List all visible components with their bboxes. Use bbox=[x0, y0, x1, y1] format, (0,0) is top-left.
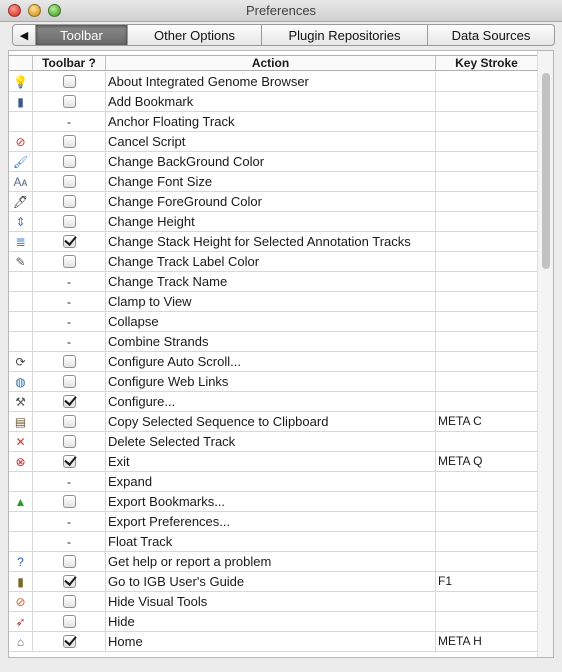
toolbar-checkbox[interactable] bbox=[63, 255, 76, 268]
hide-tools-icon: ⊘ bbox=[15, 594, 26, 609]
key-stroke-cell[interactable] bbox=[436, 92, 537, 111]
not-available-dash: - bbox=[67, 534, 71, 549]
key-stroke-cell[interactable] bbox=[436, 532, 537, 551]
row-icon-cell bbox=[9, 592, 33, 611]
table-row[interactable] bbox=[9, 192, 537, 212]
key-stroke-cell[interactable] bbox=[436, 72, 537, 91]
row-icon-cell bbox=[9, 172, 33, 191]
toolbar-cell bbox=[33, 492, 106, 511]
key-stroke-cell[interactable] bbox=[436, 612, 537, 631]
row-icon-cell bbox=[9, 492, 33, 511]
key-stroke-cell[interactable]: META Q bbox=[438, 454, 483, 468]
toolbar-checkbox[interactable] bbox=[63, 455, 76, 468]
key-stroke-cell[interactable] bbox=[436, 132, 537, 151]
not-available-dash: - bbox=[67, 474, 71, 489]
toolbar-cell bbox=[33, 92, 106, 111]
toolbar-checkbox[interactable] bbox=[63, 95, 76, 108]
action-name: Change Font Size bbox=[106, 172, 436, 191]
not-available-dash: - bbox=[67, 314, 71, 329]
toolbar-cell bbox=[33, 472, 106, 491]
row-icon-cell bbox=[9, 572, 33, 591]
table-row[interactable] bbox=[9, 332, 537, 352]
triangle-left-icon: ◀ bbox=[19, 29, 29, 42]
toolbar-checkbox[interactable] bbox=[63, 615, 76, 628]
toolbar-cell bbox=[33, 412, 106, 431]
row-icon-cell bbox=[9, 452, 33, 471]
toolbar-checkbox[interactable] bbox=[63, 495, 76, 508]
action-name: Add Bookmark bbox=[106, 92, 436, 111]
vertical-scrollbar[interactable] bbox=[537, 51, 553, 657]
row-icon-cell bbox=[9, 412, 33, 431]
toolbar-cell bbox=[33, 632, 106, 651]
toolbar-cell bbox=[33, 232, 106, 251]
table-row[interactable] bbox=[9, 372, 537, 392]
toolbar-checkbox[interactable] bbox=[63, 555, 76, 568]
toolbar-checkbox[interactable] bbox=[63, 135, 76, 148]
toolbar-cell bbox=[33, 332, 106, 351]
row-icon-cell bbox=[9, 232, 33, 251]
key-stroke-cell[interactable] bbox=[436, 232, 537, 251]
table-header bbox=[9, 55, 537, 71]
action-name: Exit bbox=[106, 452, 436, 471]
table-body bbox=[9, 72, 537, 652]
label-color-icon: ✎ bbox=[15, 254, 26, 269]
toolbar-cell bbox=[33, 172, 106, 191]
table-row[interactable] bbox=[9, 552, 537, 572]
action-name: Change Height bbox=[106, 212, 436, 231]
toolbar-checkbox[interactable] bbox=[63, 355, 76, 368]
row-icon-cell bbox=[9, 272, 33, 291]
table-row[interactable] bbox=[9, 412, 537, 432]
toolbar-cell bbox=[33, 532, 106, 551]
toolbar-cell bbox=[33, 212, 106, 231]
row-icon-cell bbox=[9, 132, 33, 151]
lightbulb-icon: 💡 bbox=[13, 74, 28, 89]
key-stroke-cell[interactable] bbox=[436, 552, 537, 571]
action-name: Change Track Label Color bbox=[106, 252, 436, 271]
table-row[interactable] bbox=[9, 392, 537, 412]
toolbar-checkbox[interactable] bbox=[63, 195, 76, 208]
key-stroke-cell[interactable] bbox=[436, 272, 537, 291]
action-name: Home bbox=[106, 632, 436, 651]
action-name: Expand bbox=[106, 472, 436, 491]
row-icon-cell bbox=[9, 292, 33, 311]
exit-icon: ⊗ bbox=[15, 454, 26, 469]
row-icon-cell bbox=[9, 432, 33, 451]
toolbar-cell bbox=[33, 352, 106, 371]
key-stroke-cell[interactable] bbox=[436, 392, 537, 411]
row-icon-cell bbox=[9, 612, 33, 631]
action-name: Change Stack Height for Selected Annotation Tracks bbox=[106, 232, 436, 251]
hide-icon: ➶ bbox=[15, 614, 26, 629]
action-column-header[interactable]: Action bbox=[106, 56, 436, 70]
not-available-dash: - bbox=[67, 334, 71, 349]
row-icon-cell bbox=[9, 352, 33, 371]
row-icon-cell bbox=[9, 472, 33, 491]
toolbar-checkbox[interactable] bbox=[63, 375, 76, 388]
key-stroke-cell[interactable]: META H bbox=[438, 634, 482, 648]
table-row[interactable] bbox=[9, 172, 537, 192]
toolbar-checkbox[interactable] bbox=[63, 75, 76, 88]
toolbar-cell bbox=[33, 272, 106, 291]
table-row[interactable] bbox=[9, 512, 537, 532]
row-icon-cell bbox=[9, 112, 33, 131]
toolbar-checkbox[interactable] bbox=[63, 635, 76, 648]
table-row[interactable] bbox=[9, 532, 537, 552]
height-icon: ⇕ bbox=[15, 214, 26, 229]
key-stroke-cell[interactable] bbox=[436, 432, 537, 451]
toolbar-checkbox[interactable] bbox=[63, 215, 76, 228]
table-row[interactable] bbox=[9, 92, 537, 112]
action-name: Configure Web Links bbox=[106, 372, 436, 391]
key-stroke-cell[interactable] bbox=[436, 152, 537, 171]
action-name: Go to IGB User's Guide bbox=[106, 572, 436, 591]
toolbar-checkbox[interactable] bbox=[63, 435, 76, 448]
table-row[interactable] bbox=[9, 292, 537, 312]
action-name: Copy Selected Sequence to Clipboard bbox=[106, 412, 436, 431]
row-icon-cell bbox=[9, 192, 33, 211]
table-row[interactable] bbox=[9, 432, 537, 452]
row-icon-cell bbox=[9, 92, 33, 111]
row-icon-cell bbox=[9, 632, 33, 651]
toolbar-checkbox[interactable] bbox=[63, 395, 76, 408]
toolbar-checkbox[interactable] bbox=[63, 155, 76, 168]
table-row[interactable] bbox=[9, 212, 537, 232]
key-stroke-cell[interactable] bbox=[436, 472, 537, 491]
key-stroke-cell[interactable] bbox=[436, 252, 537, 271]
key-stroke-cell[interactable] bbox=[436, 212, 537, 231]
key-stroke-cell[interactable] bbox=[436, 112, 537, 131]
title-bar bbox=[0, 0, 562, 22]
action-name: About Integrated Genome Browser bbox=[106, 72, 436, 91]
action-name: Anchor Floating Track bbox=[106, 112, 436, 131]
table-row[interactable] bbox=[9, 132, 537, 152]
toolbar-cell bbox=[33, 432, 106, 451]
help-icon: ? bbox=[17, 554, 24, 569]
font-size-icon: Aᴀ bbox=[13, 174, 28, 189]
toolbar-column-header[interactable]: Toolbar ? bbox=[33, 56, 106, 70]
toolbar-cell bbox=[33, 592, 106, 611]
tools-icon: ⚒ bbox=[15, 394, 26, 409]
auto-scroll-icon: ⟳ bbox=[15, 354, 26, 369]
window-title: Preferences bbox=[245, 3, 317, 18]
action-name: Export Preferences... bbox=[106, 512, 436, 531]
action-name: Hide bbox=[106, 612, 436, 631]
row-icon-cell bbox=[9, 212, 33, 231]
key-stroke-cell[interactable] bbox=[436, 312, 537, 331]
row-icon-cell bbox=[9, 152, 33, 171]
key-stroke-cell[interactable] bbox=[436, 372, 537, 391]
table-row[interactable] bbox=[9, 352, 537, 372]
table-row[interactable] bbox=[9, 492, 537, 512]
not-available-dash: - bbox=[67, 294, 71, 309]
table-row[interactable] bbox=[9, 472, 537, 492]
action-name: Configure... bbox=[106, 392, 436, 411]
row-icon-cell bbox=[9, 552, 33, 571]
toolbar-checkbox[interactable] bbox=[63, 595, 76, 608]
action-name: Get help or report a problem bbox=[106, 552, 436, 571]
toolbar-cell bbox=[33, 152, 106, 171]
key-stroke-column-header[interactable]: Key Stroke bbox=[455, 56, 518, 70]
tab-scroll-left-button[interactable] bbox=[12, 24, 36, 46]
table-row[interactable] bbox=[9, 252, 537, 272]
row-icon-cell bbox=[9, 372, 33, 391]
row-icon-cell bbox=[9, 312, 33, 331]
background-color-icon: 🖌 bbox=[12, 154, 29, 169]
key-stroke-cell[interactable] bbox=[436, 172, 537, 191]
action-name: Combine Strands bbox=[106, 332, 436, 351]
table-row[interactable] bbox=[9, 72, 537, 92]
toolbar-cell bbox=[33, 552, 106, 571]
action-name: Clamp to View bbox=[106, 292, 436, 311]
action-name: Change Track Name bbox=[106, 272, 436, 291]
action-name: Cancel Script bbox=[106, 132, 436, 151]
foreground-color-icon: 🖊 bbox=[12, 194, 29, 209]
tab-other-options[interactable]: Other Options bbox=[128, 24, 262, 46]
action-name: Float Track bbox=[106, 532, 436, 551]
toolbar-preferences-table bbox=[8, 50, 554, 658]
toolbar-cell bbox=[33, 612, 106, 631]
export-bookmarks-icon: ▲ bbox=[14, 494, 27, 509]
action-name: Delete Selected Track bbox=[106, 432, 436, 451]
key-stroke-cell[interactable] bbox=[436, 292, 537, 311]
key-stroke-cell[interactable] bbox=[436, 492, 537, 511]
row-icon-cell bbox=[9, 332, 33, 351]
table-row[interactable] bbox=[9, 612, 537, 632]
key-stroke-cell[interactable]: META C bbox=[438, 414, 482, 428]
row-icon-cell bbox=[9, 512, 33, 531]
toolbar-cell bbox=[33, 572, 106, 591]
not-available-dash: - bbox=[67, 274, 71, 289]
action-name: Configure Auto Scroll... bbox=[106, 352, 436, 371]
toolbar-cell bbox=[33, 372, 106, 391]
cancel-script-icon: ⊘ bbox=[15, 134, 26, 149]
table-row[interactable] bbox=[9, 272, 537, 292]
tab-toolbar[interactable]: Toolbar bbox=[36, 24, 128, 46]
key-stroke-cell[interactable] bbox=[436, 332, 537, 351]
toolbar-cell bbox=[33, 192, 106, 211]
scrollbar-thumb[interactable] bbox=[542, 73, 550, 269]
toolbar-checkbox[interactable] bbox=[63, 415, 76, 428]
table-row[interactable] bbox=[9, 312, 537, 332]
toolbar-cell bbox=[33, 252, 106, 271]
action-name: Change BackGround Color bbox=[106, 152, 436, 171]
clipboard-icon: ▤ bbox=[14, 414, 27, 429]
home-icon: ⌂ bbox=[16, 634, 25, 649]
delete-icon: ✕ bbox=[15, 434, 26, 449]
row-icon-cell bbox=[9, 72, 33, 91]
tab-bar bbox=[12, 24, 555, 46]
action-name: Hide Visual Tools bbox=[106, 592, 436, 611]
web-links-icon: ◍ bbox=[15, 374, 26, 389]
action-name: Export Bookmarks... bbox=[106, 492, 436, 511]
toolbar-checkbox[interactable] bbox=[63, 235, 76, 248]
not-available-dash: - bbox=[67, 114, 71, 129]
stack-height-icon: ≣ bbox=[15, 234, 26, 249]
toolbar-checkbox[interactable] bbox=[63, 175, 76, 188]
toolbar-cell bbox=[33, 72, 106, 91]
key-stroke-cell[interactable] bbox=[436, 192, 537, 211]
icon-column-header[interactable] bbox=[9, 56, 33, 70]
toolbar-cell bbox=[33, 512, 106, 531]
toolbar-cell bbox=[33, 392, 106, 411]
row-icon-cell bbox=[9, 532, 33, 551]
table-row[interactable] bbox=[9, 152, 537, 172]
table-row[interactable] bbox=[9, 572, 537, 592]
toolbar-cell bbox=[33, 452, 106, 471]
key-stroke-cell[interactable] bbox=[436, 352, 537, 371]
key-stroke-cell[interactable] bbox=[436, 512, 537, 531]
user-guide-icon: ▮ bbox=[17, 574, 24, 589]
row-icon-cell bbox=[9, 252, 33, 271]
key-stroke-cell[interactable]: F1 bbox=[438, 574, 453, 588]
toolbar-cell bbox=[33, 132, 106, 151]
table-row[interactable] bbox=[9, 632, 537, 652]
toolbar-cell bbox=[33, 312, 106, 331]
table-row[interactable] bbox=[9, 232, 537, 252]
tab-plugin-repositories[interactable]: Plugin Repositories bbox=[262, 24, 428, 46]
action-name: Collapse bbox=[106, 312, 436, 331]
row-icon-cell bbox=[9, 392, 33, 411]
toolbar-cell bbox=[33, 292, 106, 311]
tab-data-sources[interactable]: Data Sources bbox=[428, 24, 555, 46]
bookmark-icon: ▮ bbox=[17, 94, 24, 109]
key-stroke-cell[interactable] bbox=[436, 592, 537, 611]
table-row[interactable] bbox=[9, 112, 537, 132]
toolbar-checkbox[interactable] bbox=[63, 575, 76, 588]
not-available-dash: - bbox=[67, 514, 71, 529]
toolbar-cell bbox=[33, 112, 106, 131]
table-row[interactable] bbox=[9, 452, 537, 472]
action-name: Change ForeGround Color bbox=[106, 192, 436, 211]
table-row[interactable] bbox=[9, 592, 537, 612]
